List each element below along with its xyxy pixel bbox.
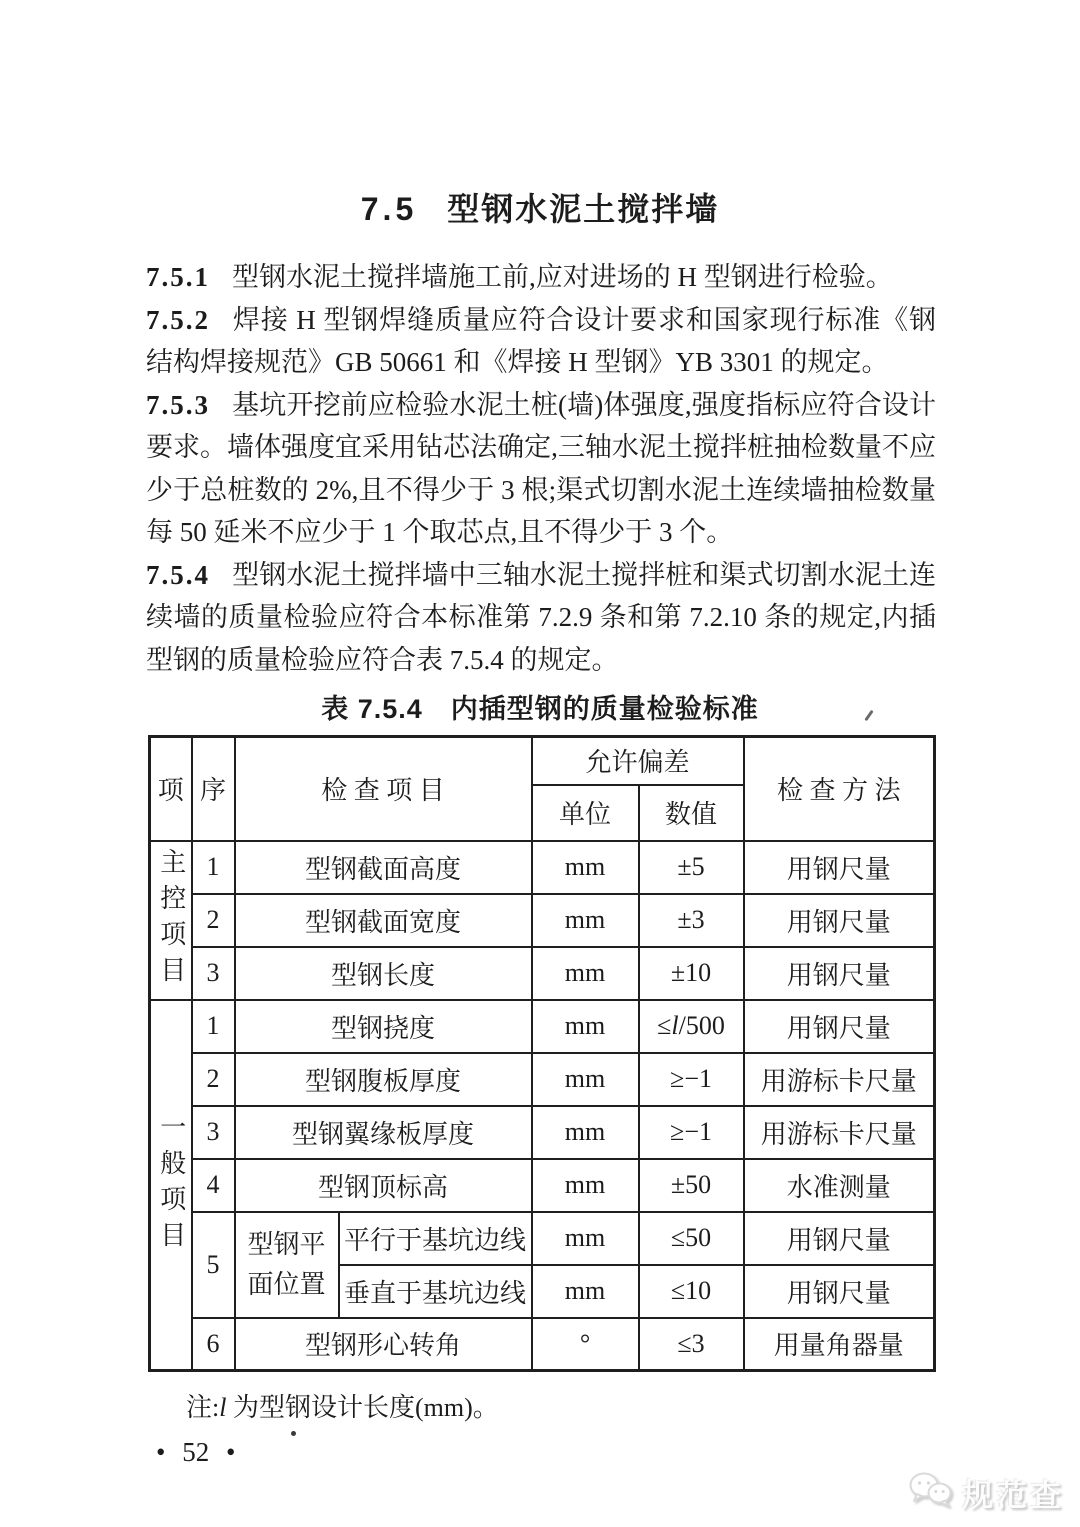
cell-unit: mm: [532, 841, 639, 894]
clause-text: 焊接 H 型钢焊缝质量应符合设计要求和国家现行标准《钢结构焊接规范》GB 50661 和《焊接 H 型钢》YB 3301 的规定。: [146, 304, 936, 377]
table-caption: 表 7.5.4 内插型钢的质量检验标准: [321, 694, 759, 724]
section-number: 7.5: [360, 191, 418, 227]
cell-method: 用钢尺量: [744, 947, 935, 1000]
cell-item: 型钢长度: [235, 947, 532, 1000]
clause-number: 7.5.1: [146, 262, 210, 292]
header-tolerance: 允许偏差: [532, 737, 744, 785]
table-note: [186, 1387, 1080, 1424]
page-number: • 52 •: [156, 1437, 236, 1467]
cell-seq: 4: [192, 1159, 235, 1212]
cell-seq: 2: [192, 1053, 235, 1106]
cell-subitem: 平行于基坑边线: [339, 1212, 532, 1265]
table-row: [150, 1106, 935, 1159]
cell-value: ±5: [639, 841, 744, 894]
table-row: [150, 841, 935, 894]
cell-seq: 3: [192, 947, 235, 1000]
cell-value: ±10: [639, 947, 744, 1000]
cell-item: 型钢截面宽度: [235, 894, 532, 947]
cell-seq: 6: [192, 1318, 235, 1371]
cell-unit: mm: [532, 894, 639, 947]
cell-value: ≤3: [639, 1318, 744, 1371]
cell-unit: mm: [532, 1212, 639, 1265]
cell-value: ≥−1: [639, 1053, 744, 1106]
header-unit: 单位: [532, 785, 639, 841]
header-seq: 序: [192, 737, 235, 841]
clause-7-5-4: [146, 554, 936, 682]
cell-value: ±3: [639, 894, 744, 947]
cell-method: 用量角器量: [744, 1318, 935, 1371]
clause-text: 基坑开挖前应检验水泥土桩(墙)体强度,强度指标应符合设计要求。墙体强度宜采用钻芯法确定,三轴水泥土搅拌桩抽检数量不应少于总桩数的 2%,且不得少于 3 根;渠式切割水泥土连续墙抽检数量每 50 延米不应少于 1 个取芯点,且不得少于 3 个。: [146, 389, 936, 547]
cell-unit: mm: [532, 1106, 639, 1159]
header-method: 检 查 方 法: [744, 737, 935, 841]
cell-item: 型钢顶标高: [235, 1159, 532, 1212]
cell-value: ≤50: [639, 1212, 744, 1265]
value-variable: l: [671, 1011, 679, 1040]
table-row: [150, 1318, 935, 1371]
clause-list: [146, 256, 936, 681]
cell-value: ≥−1: [639, 1106, 744, 1159]
table-header-row: [150, 737, 935, 785]
clause-7-5-2: [146, 299, 936, 384]
cell-method: 用游标卡尺量: [744, 1106, 935, 1159]
clause-number: 7.5.4: [146, 559, 210, 590]
header-check-item: 检 查 项 目: [235, 737, 532, 841]
clause-7-5-3: [146, 384, 936, 554]
clause-text: 型钢水泥土搅拌墙中三轴水泥土搅拌桩和渠式切割水泥土连续墙的质量检验应符合本标准第 7.2.9 条和第 7.2.10 条的规定,内插型钢的质量检验应符合表 7.5.4 的规定。: [146, 559, 936, 675]
table-row: [150, 894, 935, 947]
scan-artifact-dot: [291, 1431, 296, 1436]
inspection-table: [148, 735, 936, 1372]
cell-method: 用钢尺量: [744, 1212, 935, 1265]
cell-method: 用游标卡尺量: [744, 1053, 935, 1106]
cell-seq: 2: [192, 894, 235, 947]
cell-method: 水准测量: [744, 1159, 935, 1212]
header-item: 项: [150, 737, 192, 841]
cell-unit: mm: [532, 1265, 639, 1318]
clause-text: 型钢水泥土搅拌墙施工前,应对进场的 H 型钢进行检验。: [232, 262, 893, 292]
cell-value: [639, 1000, 744, 1053]
cell-item: 型钢形心转角: [235, 1318, 532, 1371]
note-variable: l: [219, 1393, 227, 1422]
cell-method: 用钢尺量: [744, 894, 935, 947]
value-prefix: ≤: [657, 1011, 672, 1040]
clause-number: 7.5.3: [146, 389, 210, 420]
group-label-main-control: 主控项目: [150, 841, 192, 1000]
section-title: [0, 0, 1080, 230]
cell-method: 用钢尺量: [744, 1000, 935, 1053]
cell-item: 型钢截面高度: [235, 841, 532, 894]
cell-seq: 3: [192, 1106, 235, 1159]
value-suffix: /500: [678, 1011, 725, 1040]
cell-seq: 1: [192, 841, 235, 894]
cell-value: ±50: [639, 1159, 744, 1212]
table-row: [150, 1212, 935, 1265]
cell-unit: mm: [532, 947, 639, 1000]
cell-unit: °: [532, 1318, 639, 1371]
clause-number: 7.5.2: [146, 304, 210, 335]
table-row: [150, 1159, 935, 1212]
section-title-text: 型钢水泥土搅拌墙: [447, 191, 720, 227]
note-suffix: 为型钢设计长度(mm)。: [226, 1393, 499, 1422]
cell-item: 型钢腹板厚度: [235, 1053, 532, 1106]
cell-unit: mm: [532, 1000, 639, 1053]
cell-method: 用钢尺量: [744, 1265, 935, 1318]
table-row: [150, 1000, 935, 1053]
cell-seq: 1: [192, 1000, 235, 1053]
cell-unit: mm: [532, 1159, 639, 1212]
cell-value: ≤10: [639, 1265, 744, 1318]
cell-item: 型钢翼缘板厚度: [235, 1106, 532, 1159]
wechat-icon: [908, 1471, 954, 1514]
watermark-label: 规范查: [962, 1478, 1064, 1513]
cell-seq: 5: [192, 1212, 235, 1318]
table-row: [150, 1053, 935, 1106]
note-prefix: 注:: [186, 1393, 220, 1422]
cell-item-group: 型钢平面位置: [235, 1212, 339, 1318]
cell-subitem: 垂直于基坑边线: [339, 1265, 532, 1318]
group-label-general: 一般项目: [150, 1000, 192, 1371]
clause-7-5-1: [146, 256, 936, 299]
watermark: [908, 1470, 1064, 1515]
cell-unit: mm: [532, 1053, 639, 1106]
header-value: 数值: [639, 785, 744, 841]
cell-method: 用钢尺量: [744, 841, 935, 894]
table-row: [150, 947, 935, 1000]
cell-item: 型钢挠度: [235, 1000, 532, 1053]
